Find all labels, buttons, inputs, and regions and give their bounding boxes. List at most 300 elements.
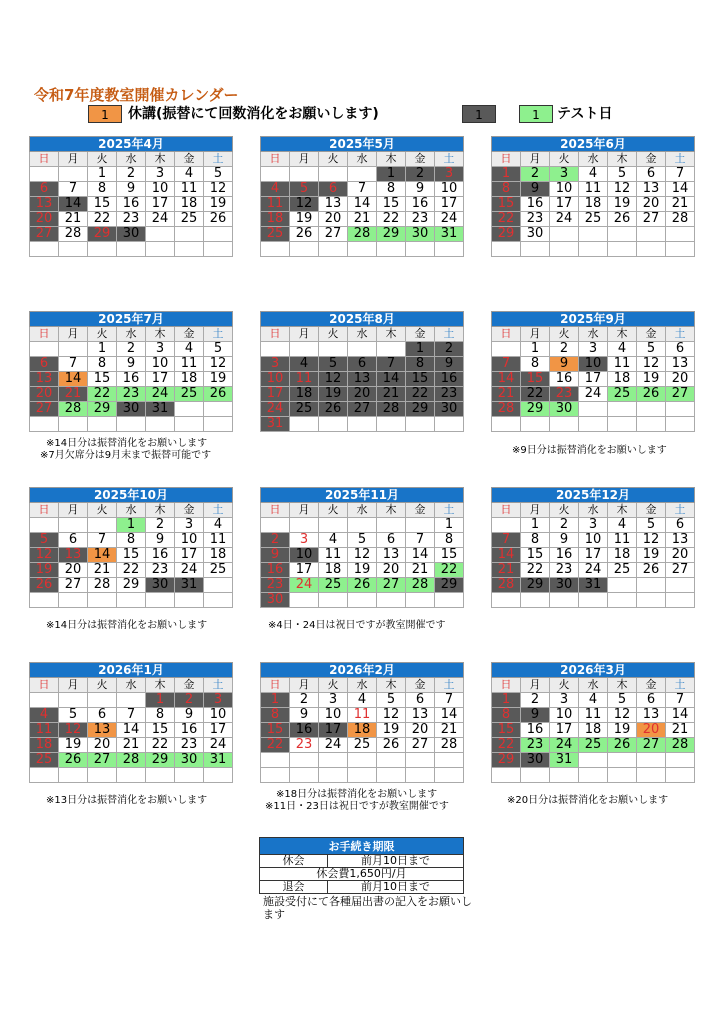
day-cell: 6	[377, 533, 406, 548]
day-cell: 4	[579, 693, 608, 708]
day-cell: 10	[550, 182, 579, 197]
day-cell: 8	[88, 357, 117, 372]
empty-cell	[117, 593, 146, 608]
day-cell: 11	[204, 533, 233, 548]
weekday-header: 金	[406, 678, 435, 693]
empty-cell	[30, 518, 59, 533]
weekday-header: 水	[348, 678, 377, 693]
weekday-header: 月	[521, 327, 550, 342]
page-title: 令和7年度教室開催カレンダー	[34, 86, 239, 104]
day-cell: 5	[637, 518, 666, 533]
day-cell: 9	[406, 182, 435, 197]
month-calendar	[29, 311, 233, 432]
day-cell: 23	[550, 563, 579, 578]
day-cell: 14	[59, 197, 88, 212]
weekday-header: 月	[521, 503, 550, 518]
day-cell: 16	[521, 197, 550, 212]
day-cell: 16	[550, 548, 579, 563]
day-cell: 26	[59, 753, 88, 768]
day-cell: 9	[435, 357, 464, 372]
day-cell: 23	[146, 563, 175, 578]
month-title: 2025年8月	[261, 312, 464, 327]
day-cell: 14	[435, 708, 464, 723]
day-cell: 25	[319, 578, 348, 593]
day-cell: 26	[348, 578, 377, 593]
day-cell: 2	[117, 342, 146, 357]
weekday-header: 日	[492, 678, 521, 693]
empty-cell	[637, 753, 666, 768]
deadline-value-kyukai: 前月10日まで	[328, 855, 464, 868]
empty-cell	[377, 753, 406, 768]
day-cell: 1	[261, 693, 290, 708]
day-cell: 21	[59, 212, 88, 227]
weekday-header: 水	[579, 678, 608, 693]
day-cell: 22	[521, 387, 550, 402]
legend-test-label: テスト日	[557, 106, 613, 122]
note-march: ※20日分は振替消化をお願いします	[507, 795, 669, 806]
empty-cell	[59, 768, 88, 783]
day-cell: 21	[666, 197, 695, 212]
day-cell: 16	[435, 372, 464, 387]
day-cell: 13	[88, 723, 117, 738]
month-title: 2025年12月	[492, 488, 695, 503]
day-cell: 15	[88, 197, 117, 212]
empty-cell	[608, 227, 637, 242]
day-cell: 18	[204, 548, 233, 563]
day-cell: 8	[117, 533, 146, 548]
day-cell: 18	[175, 372, 204, 387]
day-cell: 28	[348, 227, 377, 242]
weekday-header: 土	[204, 503, 233, 518]
weekday-header: 月	[521, 152, 550, 167]
empty-cell	[637, 402, 666, 417]
day-cell: 13	[666, 357, 695, 372]
empty-cell	[261, 342, 290, 357]
day-cell: 11	[30, 723, 59, 738]
day-cell: 5	[290, 182, 319, 197]
day-cell: 2	[146, 518, 175, 533]
empty-cell	[290, 518, 319, 533]
day-cell: 22	[492, 212, 521, 227]
empty-cell	[175, 593, 204, 608]
day-cell: 15	[88, 372, 117, 387]
day-cell: 1	[521, 342, 550, 357]
day-cell: 28	[666, 212, 695, 227]
day-cell: 2	[435, 342, 464, 357]
day-cell: 27	[30, 227, 59, 242]
weekday-header: 月	[521, 678, 550, 693]
day-cell: 24	[204, 738, 233, 753]
day-cell: 20	[637, 723, 666, 738]
empty-cell	[550, 593, 579, 608]
empty-cell	[637, 227, 666, 242]
empty-cell	[30, 693, 59, 708]
day-cell: 27	[406, 738, 435, 753]
empty-cell	[666, 768, 695, 783]
day-cell: 28	[406, 578, 435, 593]
day-cell: 11	[175, 182, 204, 197]
legend-kyuko-label: 休講(振替にて回数消化をお願いします)	[128, 106, 379, 122]
day-cell: 28	[88, 578, 117, 593]
empty-cell	[348, 768, 377, 783]
day-cell: 14	[666, 708, 695, 723]
day-cell: 31	[261, 417, 290, 432]
day-cell: 23	[117, 387, 146, 402]
empty-cell	[319, 242, 348, 257]
empty-cell	[637, 768, 666, 783]
day-cell: 8	[492, 708, 521, 723]
weekday-header: 木	[146, 678, 175, 693]
empty-cell	[319, 417, 348, 432]
weekday-header: 日	[261, 503, 290, 518]
day-cell: 20	[348, 387, 377, 402]
weekday-header: 土	[666, 152, 695, 167]
day-cell: 27	[666, 387, 695, 402]
day-cell: 26	[608, 738, 637, 753]
empty-cell	[117, 768, 146, 783]
weekday-header: 木	[608, 152, 637, 167]
weekday-header: 水	[117, 678, 146, 693]
day-cell: 24	[579, 387, 608, 402]
day-cell: 1	[492, 693, 521, 708]
day-cell: 2	[550, 342, 579, 357]
day-cell: 5	[204, 167, 233, 182]
day-cell: 5	[348, 533, 377, 548]
day-cell: 8	[521, 357, 550, 372]
note-february-1: ※18日分は振替消化をお願いします	[276, 789, 438, 800]
empty-cell	[175, 242, 204, 257]
empty-cell	[666, 227, 695, 242]
day-cell: 1	[435, 518, 464, 533]
day-cell: 2	[175, 693, 204, 708]
day-cell: 25	[579, 738, 608, 753]
day-cell: 17	[550, 723, 579, 738]
day-cell: 2	[521, 167, 550, 182]
day-cell: 15	[117, 548, 146, 563]
day-cell: 24	[435, 212, 464, 227]
day-cell: 8	[261, 708, 290, 723]
day-cell: 13	[666, 533, 695, 548]
day-cell: 10	[146, 357, 175, 372]
day-cell: 10	[319, 708, 348, 723]
day-cell: 17	[290, 563, 319, 578]
day-cell: 22	[521, 563, 550, 578]
month-title: 2025年9月	[492, 312, 695, 327]
empty-cell	[579, 402, 608, 417]
note-february-2: ※11日・23日は祝日ですが教室開催です	[265, 801, 449, 812]
day-cell: 1	[117, 518, 146, 533]
day-cell: 1	[521, 518, 550, 533]
weekday-header: 土	[204, 327, 233, 342]
empty-cell	[290, 753, 319, 768]
empty-cell	[261, 242, 290, 257]
day-cell: 5	[59, 708, 88, 723]
day-cell: 27	[666, 563, 695, 578]
day-cell: 13	[406, 708, 435, 723]
weekday-header: 日	[492, 327, 521, 342]
day-cell: 3	[261, 357, 290, 372]
day-cell: 7	[377, 357, 406, 372]
day-cell: 5	[319, 357, 348, 372]
day-cell: 31	[435, 227, 464, 242]
empty-cell	[435, 593, 464, 608]
weekday-header: 土	[204, 152, 233, 167]
empty-cell	[204, 242, 233, 257]
day-cell: 19	[377, 723, 406, 738]
weekday-header: 土	[666, 678, 695, 693]
empty-cell	[637, 242, 666, 257]
empty-cell	[59, 242, 88, 257]
empty-cell	[59, 167, 88, 182]
day-cell: 31	[204, 753, 233, 768]
day-cell: 27	[30, 402, 59, 417]
day-cell: 10	[579, 533, 608, 548]
deadline-value-fee: 休会費1,650円/月	[260, 868, 464, 881]
legend-test-swatch: 1	[519, 105, 553, 123]
day-cell: 2	[117, 167, 146, 182]
day-cell: 29	[521, 578, 550, 593]
empty-cell	[175, 402, 204, 417]
day-cell: 27	[348, 402, 377, 417]
empty-cell	[608, 593, 637, 608]
day-cell: 19	[204, 197, 233, 212]
empty-cell	[59, 342, 88, 357]
empty-cell	[550, 242, 579, 257]
day-cell: 6	[88, 708, 117, 723]
month-calendar	[29, 487, 233, 608]
empty-cell	[59, 518, 88, 533]
weekday-header: 火	[88, 678, 117, 693]
day-cell: 16	[521, 723, 550, 738]
day-cell: 29	[377, 227, 406, 242]
empty-cell	[579, 417, 608, 432]
day-cell: 9	[117, 357, 146, 372]
day-cell: 26	[637, 563, 666, 578]
day-cell: 17	[146, 372, 175, 387]
day-cell: 16	[290, 723, 319, 738]
day-cell: 14	[377, 372, 406, 387]
empty-cell	[492, 342, 521, 357]
day-cell: 6	[319, 182, 348, 197]
day-cell: 29	[146, 753, 175, 768]
day-cell: 28	[492, 402, 521, 417]
empty-cell	[348, 242, 377, 257]
day-cell: 7	[666, 693, 695, 708]
day-cell: 21	[59, 387, 88, 402]
day-cell: 7	[492, 533, 521, 548]
day-cell: 17	[261, 387, 290, 402]
day-cell: 12	[637, 533, 666, 548]
empty-cell	[348, 593, 377, 608]
note-july-2: ※7月欠席分は9月末まで振替可能です	[40, 450, 212, 461]
empty-cell	[204, 768, 233, 783]
day-cell: 13	[319, 197, 348, 212]
day-cell: 14	[348, 197, 377, 212]
day-cell: 5	[637, 342, 666, 357]
day-cell: 4	[348, 693, 377, 708]
day-cell: 9	[261, 548, 290, 563]
day-cell: 30	[117, 402, 146, 417]
empty-cell	[637, 578, 666, 593]
weekday-header: 木	[146, 152, 175, 167]
weekday-header: 金	[175, 152, 204, 167]
empty-cell	[88, 518, 117, 533]
empty-cell	[348, 518, 377, 533]
day-cell: 28	[666, 738, 695, 753]
day-cell: 29	[88, 227, 117, 242]
day-cell: 1	[88, 342, 117, 357]
day-cell: 3	[550, 693, 579, 708]
empty-cell	[290, 342, 319, 357]
empty-cell	[666, 593, 695, 608]
weekday-header: 月	[290, 327, 319, 342]
day-cell: 6	[666, 518, 695, 533]
day-cell: 12	[608, 182, 637, 197]
day-cell: 11	[608, 357, 637, 372]
day-cell: 21	[348, 212, 377, 227]
day-cell: 30	[117, 227, 146, 242]
day-cell: 16	[406, 197, 435, 212]
day-cell: 19	[637, 548, 666, 563]
weekday-header: 金	[406, 152, 435, 167]
weekday-header: 水	[117, 327, 146, 342]
day-cell: 1	[406, 342, 435, 357]
empty-cell	[348, 417, 377, 432]
weekday-header: 木	[377, 327, 406, 342]
weekday-header: 金	[637, 503, 666, 518]
empty-cell	[290, 768, 319, 783]
day-cell: 3	[204, 693, 233, 708]
note-september: ※9日分は振替消化をお願いします	[512, 445, 667, 456]
day-cell: 3	[319, 693, 348, 708]
day-cell: 17	[550, 197, 579, 212]
deadline-label-kyukai: 休会	[260, 855, 328, 868]
empty-cell	[290, 167, 319, 182]
weekday-header: 金	[175, 327, 204, 342]
day-cell: 28	[59, 402, 88, 417]
day-cell: 13	[348, 372, 377, 387]
day-cell: 27	[637, 738, 666, 753]
weekday-header: 金	[406, 327, 435, 342]
weekday-header: 木	[377, 152, 406, 167]
day-cell: 13	[30, 372, 59, 387]
empty-cell	[579, 753, 608, 768]
day-cell: 1	[377, 167, 406, 182]
day-cell: 17	[175, 548, 204, 563]
day-cell: 12	[204, 182, 233, 197]
empty-cell	[377, 242, 406, 257]
day-cell: 24	[146, 212, 175, 227]
empty-cell	[175, 227, 204, 242]
day-cell: 3	[550, 167, 579, 182]
day-cell: 25	[348, 738, 377, 753]
day-cell: 30	[521, 227, 550, 242]
weekday-header: 金	[637, 327, 666, 342]
weekday-header: 木	[146, 327, 175, 342]
day-cell: 5	[30, 533, 59, 548]
day-cell: 15	[435, 548, 464, 563]
weekday-header: 火	[319, 152, 348, 167]
empty-cell	[377, 417, 406, 432]
empty-cell	[492, 417, 521, 432]
day-cell: 15	[492, 197, 521, 212]
day-cell: 14	[492, 372, 521, 387]
day-cell: 19	[204, 372, 233, 387]
month-calendar	[491, 136, 695, 257]
day-cell: 1	[492, 167, 521, 182]
day-cell: 7	[348, 182, 377, 197]
day-cell: 14	[406, 548, 435, 563]
weekday-header: 木	[608, 678, 637, 693]
day-cell: 11	[261, 197, 290, 212]
empty-cell	[204, 402, 233, 417]
day-cell: 18	[319, 563, 348, 578]
empty-cell	[666, 242, 695, 257]
empty-cell	[492, 768, 521, 783]
day-cell: 30	[261, 593, 290, 608]
day-cell: 18	[261, 212, 290, 227]
weekday-header: 金	[406, 503, 435, 518]
day-cell: 22	[117, 563, 146, 578]
legend-kyuko-swatch: 1	[88, 105, 122, 123]
weekday-header: 水	[348, 503, 377, 518]
month-title: 2025年11月	[261, 488, 464, 503]
day-cell: 24	[146, 387, 175, 402]
day-cell: 20	[637, 197, 666, 212]
weekday-header: 日	[261, 327, 290, 342]
note-january: ※13日分は振替消化をお願いします	[46, 795, 208, 806]
day-cell: 28	[377, 402, 406, 417]
day-cell: 23	[117, 212, 146, 227]
empty-cell	[290, 242, 319, 257]
day-cell: 26	[608, 212, 637, 227]
day-cell: 10	[175, 533, 204, 548]
day-cell: 18	[175, 197, 204, 212]
day-cell: 13	[377, 548, 406, 563]
day-cell: 30	[146, 578, 175, 593]
empty-cell	[88, 593, 117, 608]
day-cell: 23	[435, 387, 464, 402]
day-cell: 19	[608, 723, 637, 738]
deadline-label-taikai: 退会	[260, 881, 328, 894]
day-cell: 24	[261, 402, 290, 417]
day-cell: 19	[290, 212, 319, 227]
day-cell: 12	[59, 723, 88, 738]
empty-cell	[319, 342, 348, 357]
day-cell: 30	[175, 753, 204, 768]
day-cell: 22	[435, 563, 464, 578]
day-cell: 17	[435, 197, 464, 212]
empty-cell	[146, 593, 175, 608]
day-cell: 16	[261, 563, 290, 578]
weekday-header: 日	[261, 152, 290, 167]
day-cell: 31	[175, 578, 204, 593]
day-cell: 3	[146, 342, 175, 357]
weekday-header: 木	[608, 327, 637, 342]
day-cell: 27	[59, 578, 88, 593]
day-cell: 12	[348, 548, 377, 563]
weekday-header: 月	[290, 503, 319, 518]
day-cell: 4	[204, 518, 233, 533]
month-calendar	[260, 487, 464, 608]
day-cell: 3	[175, 518, 204, 533]
weekday-header: 土	[435, 327, 464, 342]
empty-cell	[88, 768, 117, 783]
empty-cell	[579, 768, 608, 783]
day-cell: 20	[666, 372, 695, 387]
day-cell: 15	[377, 197, 406, 212]
day-cell: 10	[435, 182, 464, 197]
